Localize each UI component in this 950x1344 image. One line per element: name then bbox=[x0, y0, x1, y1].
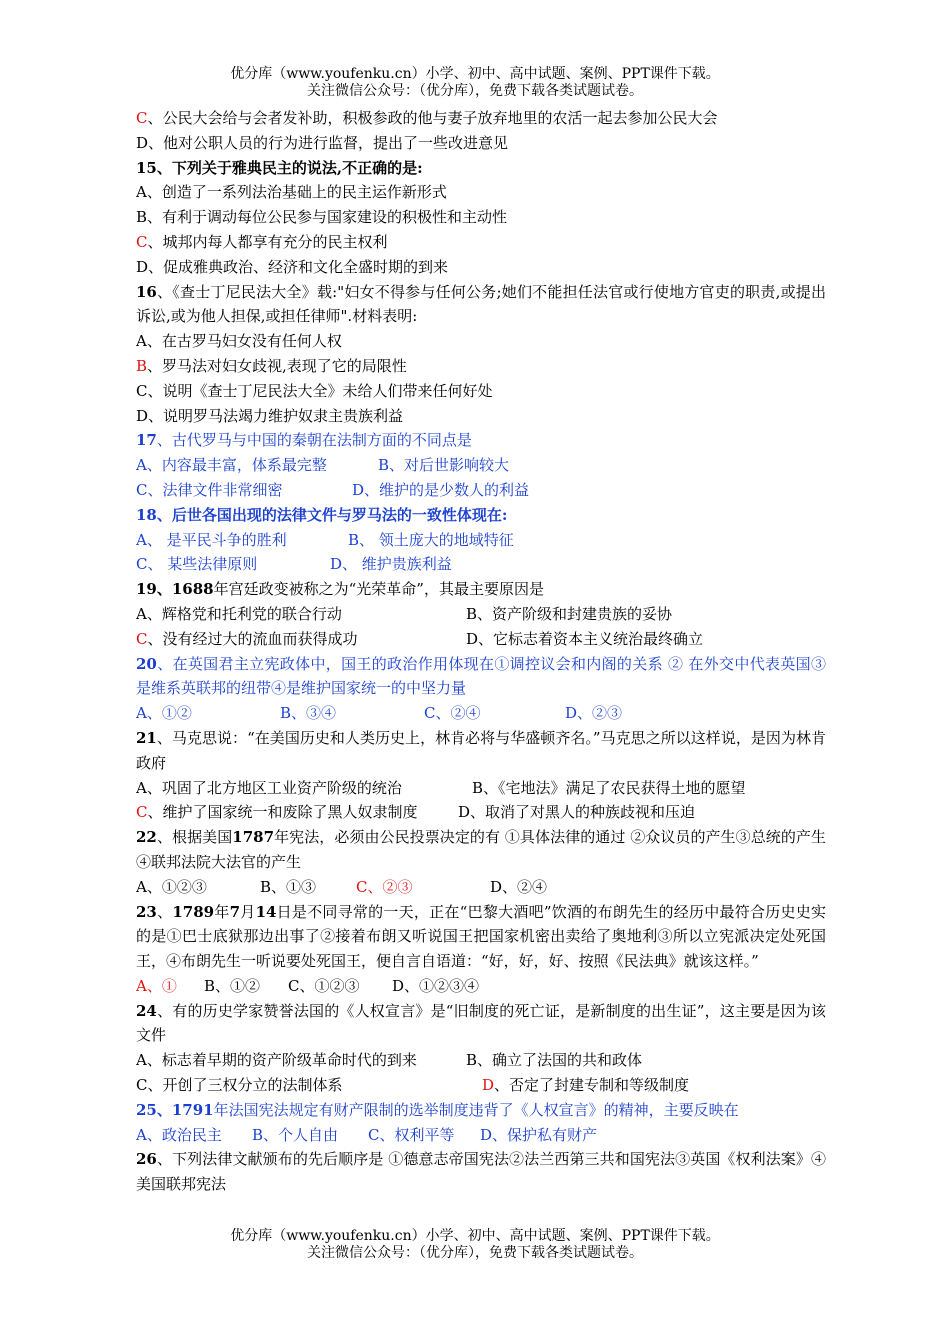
q19-option-c: C、没有经过大的流血而获得成功 bbox=[136, 629, 358, 648]
q21-option-d: D、取消了对黑人的种族歧视和压迫 bbox=[458, 803, 696, 822]
q18-options-cd bbox=[136, 552, 826, 577]
q19-option-d: D、它标志着资本主义统治最终确立 bbox=[466, 629, 704, 648]
q24-stem: 24、有的历史学家赞誉法国的《人权宣言》是“旧制度的死亡证，是新制度的出生证”，这主要是因为该文件 bbox=[136, 1001, 826, 1045]
q17-options-cd bbox=[136, 478, 826, 503]
q14-option-d: D、他对公职人员的行为进行监督，提出了一些改进意见 bbox=[136, 133, 509, 152]
q25-option-d: D、保护私有财产 bbox=[480, 1125, 598, 1144]
q18-options-ab bbox=[136, 528, 826, 553]
q17-option-c: C、法律文件非常细密 bbox=[136, 480, 283, 499]
q23-option-b: B、①② bbox=[204, 976, 261, 995]
footer-line-2: 关注微信公众号：（优分库），免费下载各类试题试卷。 bbox=[307, 1245, 643, 1261]
q21-options-cd bbox=[136, 800, 826, 825]
header-line-1: 优分库（www.youfenku.cn）小学、初中、高中试题、案例、PPT课件下载。 bbox=[230, 66, 720, 82]
q24-options-ab bbox=[136, 1048, 826, 1073]
q18-option-a: A、 是平民斗争的胜利 bbox=[136, 530, 287, 549]
q24-option-a: A、标志着早期的资产阶级革命时代的到来 bbox=[136, 1051, 417, 1070]
q24-option-b: B、确立了法国的共和政体 bbox=[466, 1051, 643, 1070]
q22-options bbox=[136, 875, 826, 900]
q23-option-c: C、①②③ bbox=[288, 976, 360, 995]
q23-option-d: D、①②③④ bbox=[392, 976, 480, 995]
q17-option-b: B、对后世影响较大 bbox=[378, 456, 510, 475]
q15-option-b: B、有利于调动每位公民参与国家建设的积极性和主动性 bbox=[136, 208, 508, 227]
q15-stem: 15、下列关于雅典民主的说法,不正确的是: bbox=[136, 158, 423, 177]
q19-option-b: B、资产阶级和封建贵族的妥协 bbox=[466, 604, 673, 623]
q25-option-b: B、个人自由 bbox=[252, 1125, 339, 1144]
page-footer bbox=[0, 1228, 950, 1262]
q15-option-c: C、城邦内每人都享有充分的民主权利 bbox=[136, 232, 388, 251]
q22-option-a: A、①②③ bbox=[136, 877, 207, 896]
q16-stem: 16、《查士丁尼民法大全》载:"妇女不得参与任何公务;她们不能担任法官或行使地方官吏的职责,或提出诉讼,或为他人担保,或担任律师".材料表明: bbox=[136, 282, 826, 326]
q18-option-d: D、 维护贵族利益 bbox=[330, 555, 452, 574]
q25-option-a: A、政治民主 bbox=[136, 1125, 222, 1144]
q18-option-b: B、 领土庞大的地域特征 bbox=[348, 530, 514, 549]
q21-option-c: C、维护了国家统一和废除了黑人奴隶制度 bbox=[136, 803, 418, 822]
q15-option-d: D、促成雅典政治、经济和文化全盛时期的到来 bbox=[136, 257, 449, 276]
q20-option-a: A、①② bbox=[136, 704, 192, 723]
q21-options-ab bbox=[136, 776, 826, 801]
q19-options-ab bbox=[136, 602, 826, 627]
q17-stem: 17、古代罗马与中国的秦朝在法制方面的不同点是 bbox=[136, 431, 472, 450]
q22-option-d: D、②④ bbox=[490, 877, 548, 896]
q20-option-c: C、②④ bbox=[424, 704, 481, 723]
q18-option-c: C、 某些法律原则 bbox=[136, 555, 258, 574]
q21-stem: 21、马克思说：“在美国历史和人类历史上，林肯必将与华盛顿齐名。”马克思之所以这样说，是因为林肯政府 bbox=[136, 728, 826, 772]
q24-option-c: C、开创了三权分立的法制体系 bbox=[136, 1076, 343, 1095]
q16-option-b: B、罗马法对妇女歧视,表现了它的局限性 bbox=[136, 356, 407, 375]
page-header bbox=[0, 66, 950, 100]
q22-stem: 22、根据美国1787年宪法，必须由公民投票决定的有 ①具体法律的通过 ②众议员的产生③总统的产生 ④联邦法院大法官的产生 bbox=[136, 828, 826, 871]
q19-options-cd bbox=[136, 627, 826, 652]
q22-option-b: B、①③ bbox=[260, 877, 317, 896]
q17-options-ab bbox=[136, 453, 826, 478]
q23-option-a: A、① bbox=[136, 976, 177, 995]
q24-option-d: D、否定了封建专制和等级制度 bbox=[482, 1076, 690, 1095]
q19-option-a: A、辉格党和托利党的联合行动 bbox=[136, 604, 342, 623]
q18-stem: 18、后世各国出现的法律文件与罗马法的一致性体现在: bbox=[136, 505, 508, 524]
q17-option-d: D、维护的是少数人的利益 bbox=[352, 480, 530, 499]
q19-stem: 19、1688年宫廷政变被称之为“光荣革命”，其最主要原因是 bbox=[136, 580, 544, 599]
q23-options bbox=[136, 974, 826, 999]
q21-option-b: B、《宅地法》满足了农民获得土地的愿望 bbox=[472, 778, 746, 797]
q20-option-b: B、③④ bbox=[280, 704, 337, 723]
q16-option-a: A、在古罗马妇女没有任何人权 bbox=[136, 332, 342, 351]
q25-stem: 25、1791年法国宪法规定有财产限制的选举制度违背了《人权宣言》的精神，主要反映在 bbox=[136, 1100, 739, 1119]
q16-option-d: D、说明罗马法竭力维护奴隶主贵族利益 bbox=[136, 406, 404, 425]
q21-option-a: A、巩固了北方地区工业资产阶级的统治 bbox=[136, 778, 402, 797]
question-content bbox=[136, 106, 826, 1197]
q20-stem: 20、在英国君主立宪政体中，国王的政治作用体现在①调控议会和内阁的关系 ② 在外交中代表英国③是维系英联邦的纽带④是维护国家统一的中坚力量 bbox=[136, 654, 826, 698]
q17-option-a: A、内容最丰富，体系最完整 bbox=[136, 456, 327, 475]
q22-option-c: C、②③ bbox=[356, 877, 413, 896]
q26-stem: 26、下列法律文献颁布的先后顺序是 ①德意志帝国宪法②法兰西第三共和国宪法③英国《权利法案》④美国联邦宪法 bbox=[136, 1150, 826, 1194]
q20-options bbox=[136, 701, 826, 726]
q14-option-c: C、公民大会给与会者发补助，积极参政的他与妻子放弃地里的农活一起去参加公民大会 bbox=[136, 109, 718, 127]
footer-line-1: 优分库（www.youfenku.cn）小学、初中、高中试题、案例、PPT课件下载。 bbox=[230, 1228, 720, 1244]
q25-option-c: C、权利平等 bbox=[368, 1125, 455, 1144]
q24-options-cd bbox=[136, 1073, 826, 1098]
header-line-2: 关注微信公众号：（优分库），免费下载各类试题试卷。 bbox=[307, 83, 643, 99]
q25-options bbox=[136, 1123, 826, 1148]
q23-stem: 23、1789年7月14日是不同寻常的一天，正在“巴黎大酒吧”饮酒的布朗先生的经历中最符合历史史实的是①巴士底狱那边出事了②接着布朗又听说国王把国家机密出卖给了奥地利③所以立宪派决定处死国王，④布朗先生一听说要处死国王，便自言自语道：“好，好，好、按照《民法典》就该这样。” bbox=[136, 902, 826, 971]
q20-option-d: D、②③ bbox=[565, 704, 623, 723]
q15-option-a: A、创造了一系列法治基础上的民主运作新形式 bbox=[136, 183, 447, 202]
q16-option-c: C、说明《查士丁尼民法大全》未给人们带来任何好处 bbox=[136, 381, 493, 400]
